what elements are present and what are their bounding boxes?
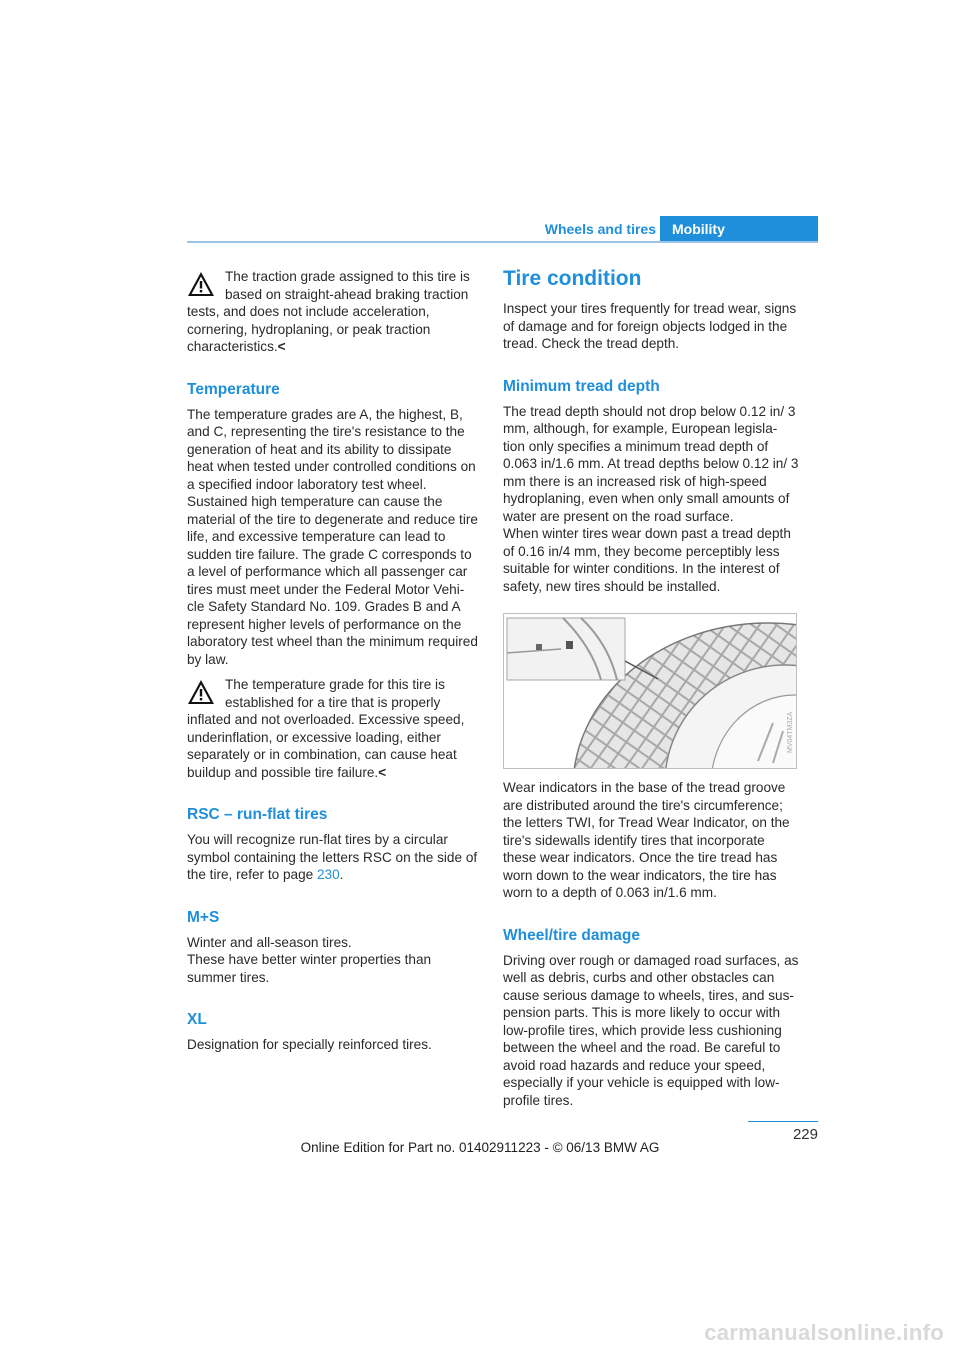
end-mark: < (277, 339, 286, 354)
heading-rsc: RSC – run-flat tires (187, 806, 328, 823)
heading-temperature: Temperature (187, 380, 280, 398)
figure-code: MV04TM3ZA (787, 711, 794, 753)
rsc-text: You will recognize run-flat tires by a circular symbol containing the letters RSC on the side of the tire, refer to page (187, 832, 478, 882)
tire-drawing (503, 613, 797, 769)
ms-line1: Winter and all-season tires. (187, 934, 352, 950)
damage-body: Driving over rough or damaged road surfaces, as well as debris, curbs and other obstacles can cause serious damage to wheels, tires, and sus-pension parts. This is more likely to occur with low-profile tires, which provide less cushioning between the wheel and the road. Be careful to avoid road hazards and reduce your speed, especially if your vehicle is equipped with low-profile tires. (503, 952, 799, 1108)
left-column (187, 266, 479, 1054)
page-ref-link[interactable]: 230 (316, 867, 340, 882)
warning-triangle-icon (187, 679, 215, 705)
ms-line2: These have better winter properties than summer tires. (187, 952, 432, 985)
xl-body: Designation for specially reinforced tires. (187, 1037, 432, 1052)
heading-min-tread: Minimum tread depth (503, 377, 660, 395)
min-tread-p2: When winter tires wear down past a tread depth of 0.16 in/4 mm, they become perceptibly less suitable for winter conditions. In the interest of safety, new tires should be installed. (503, 526, 791, 594)
rsc-period: . (339, 867, 344, 882)
heading-damage: Wheel/tire damage (503, 926, 640, 944)
warning-temperature (187, 674, 479, 781)
warning-traction (187, 266, 479, 356)
header-rule (187, 241, 818, 243)
temperature-body: The temperature grades are A, the highest, B, and C, representing the tire's resistance to the generation of heat and its ability to dissipate heat when tested under controlled conditions on a specified indoor laboratory test wheel. Sustained high temperature can cause the material of the tire to degenerate and reduce tire life, and excessive temperature can lead to sudden tire failure. The grade C corresponds to a level of performance which all passenger car tires must meet under the Federal Motor Vehi-cle Safety Standard No. 109. Grades B and A represent higher levels of performance on the laboratory test wheel than the minimum required by law. (187, 406, 478, 667)
heading-ms: M+S (187, 908, 220, 926)
tire-illustration (503, 613, 797, 769)
page-number: 229 (792, 1126, 818, 1143)
end-mark: < (378, 764, 387, 780)
header-chapter-tab[interactable]: Mobility (660, 216, 818, 242)
wear-indicators-text: Wear indicators in the base of the tread groove are distributed around the tire's circumference; the letters TWI, for Tread Wear Indicator, on the tire's sidewalls identify tires that incorporate these wear indicators. Once the tire tread has worn down to the wear indicators, the tire has worn to a depth of 0.063 in/1.6 mm. (503, 780, 790, 900)
watermark: carmanualsonline.info (704, 1320, 944, 1345)
heading-xl: XL (187, 1011, 207, 1028)
warning-text: inflated and not overloaded. Excessive speed, underinflation, or excessive loading, either separately or in combination, can cause heat buildup and possible tire failure. (187, 712, 465, 780)
section-title: Tire condition (503, 267, 642, 290)
warning-text: tests, and does not include acceleration, cornering, hydroplaning, or peak traction characteristics. (187, 304, 431, 354)
page-number-rule (748, 1121, 818, 1122)
rsc-body (187, 831, 479, 884)
min-tread-p1: The tread depth should not drop below 0.12 in/ 3 mm, although, for example, European legisla-tion only specifies a minimum tread depth of 0.063 in/1.6 mm. At tread depths below 0.12 in/ 3 mm there is an increased risk of high-speed hydroplaning, even when only small amounts of water are present on the road surface. (503, 403, 799, 524)
header-section-title: Wheels and tires (544, 221, 656, 237)
warning-triangle-icon (187, 271, 215, 297)
warning-lead: The temperature grade for this tire is established for a tire that is properly (225, 677, 445, 710)
right-column (503, 266, 799, 1109)
footer-edition: Online Edition for Part no. 01402911223 - © 06/13 BMW AG (300, 1140, 660, 1155)
intro-text: Inspect your tires frequently for tread wear, signs of damage and for foreign objects lodged in the tread. Check the tread depth. (503, 301, 797, 351)
warning-lead: The traction grade assigned to this tire is based on straight-ahead braking traction (225, 269, 470, 302)
